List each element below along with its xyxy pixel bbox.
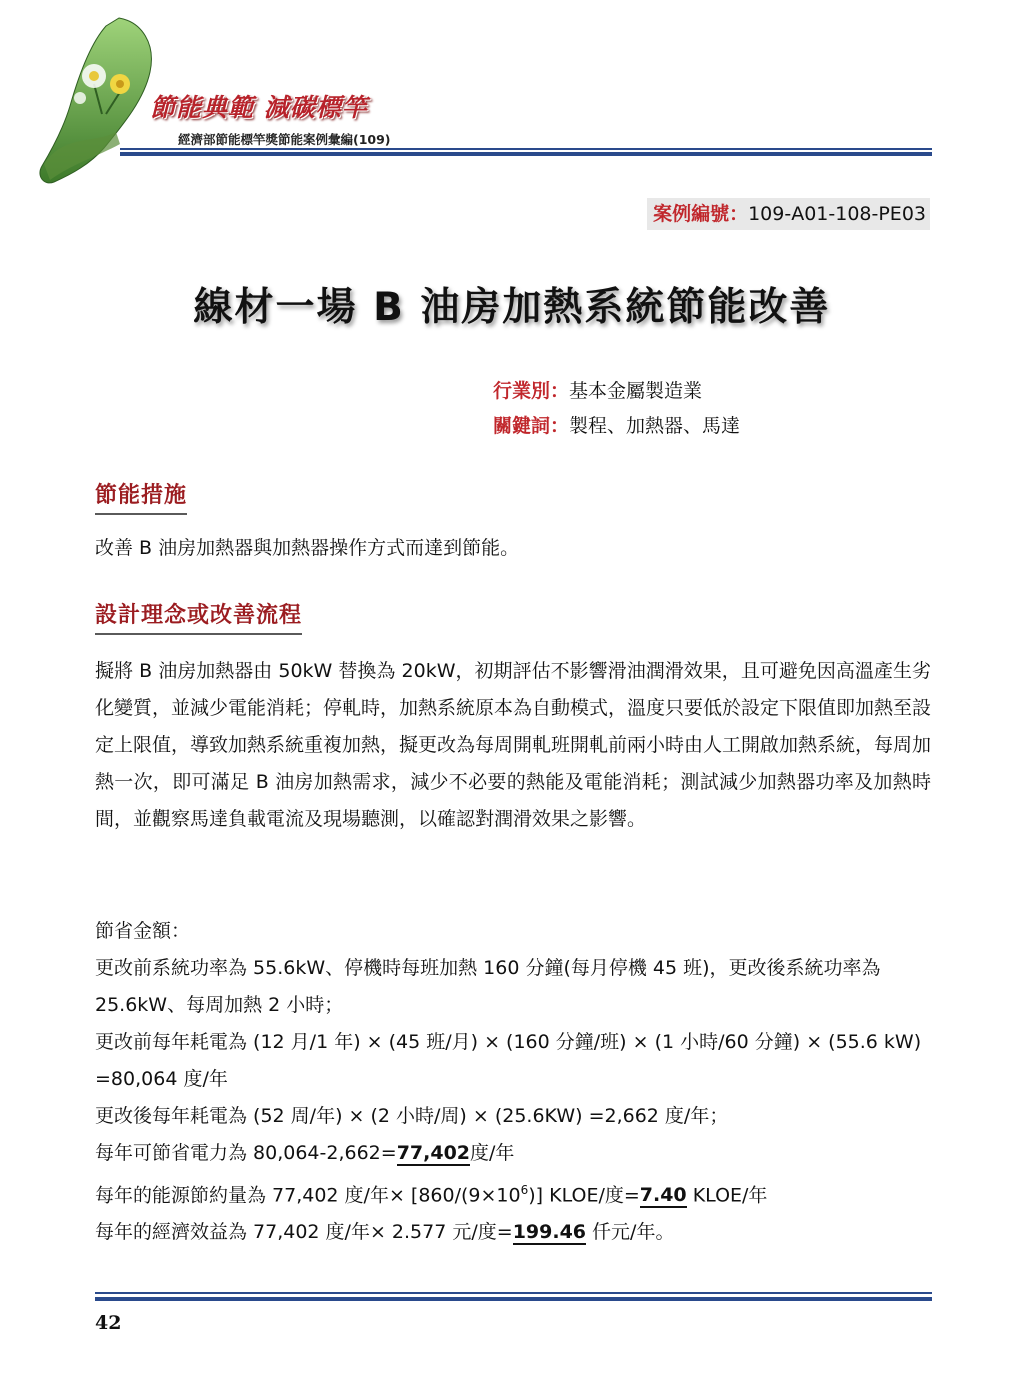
footer-rule-thick — [95, 1297, 932, 1301]
savings-line-4-text: 每年可節省電力為 80,064-2,662= — [95, 1142, 397, 1164]
savings-line-2: 更改前每年耗電為 (12 月/1 年) × (45 班/月) × (160 分鐘/班) × (1 小時/60 分鐘) × (55.6 kW) =80,064 度/年 — [95, 1031, 922, 1090]
savings-line-3: 更改後每年耗電為 (52 周/年) × (2 小時/周) × (25.6KW) =2,662 度/年； — [95, 1105, 729, 1127]
design-paragraph: 擬將 B 油房加熱器由 50kW 替換為 20kW，初期評估不影響滑油潤滑效果，且可避免因高溫產生劣化變質，並減少電能消耗；停軋時，加熱系統原本為自動模式，溫度只要低於設定下限值即加熱至設定上限值，導致加熱系統重複加熱，擬更改為每周開軋班開軋前兩小時由人工開啟加熱系統，每周加熱一次，即可滿足 B 油房加熱需求，減少不必要的熱能及電能消耗；測試減少加熱器功率及加熱時間，並觀察馬達負載電流及現場聽測，以確認對潤滑效果之影響。 — [95, 660, 932, 830]
savings-heading: 節省金額： — [95, 920, 191, 942]
brand-title: 節能典範 減碳標竿 — [150, 93, 368, 122]
savings-block — [95, 913, 931, 1251]
header-rule-thick — [120, 152, 932, 156]
electricity-saved-value: 77,402 — [396, 1142, 471, 1164]
savings-line-4 — [95, 1135, 931, 1172]
energy-saved-value: 7.40 — [639, 1184, 687, 1207]
case-number-value: 109-A01-108-PE03 — [748, 203, 926, 225]
page-title: 線材一場 B 油房加熱系統節能改善 — [193, 285, 831, 330]
savings-line-6-text: 每年的經濟效益為 77,402 度/年× 2.577 元/度= — [95, 1221, 513, 1244]
savings-line-5-unit: KLOE/年 — [686, 1184, 768, 1207]
savings-line-5-mid: )] KLOE/度= — [528, 1184, 640, 1207]
keywords-label: 關鍵詞： — [493, 415, 570, 437]
savings-line-5 — [95, 1172, 931, 1214]
industry-line — [493, 376, 702, 403]
footer-rule — [95, 1292, 932, 1294]
savings-line-6 — [95, 1214, 931, 1251]
industry-label: 行業別： — [493, 380, 570, 402]
exponent: 6 — [520, 1183, 529, 1197]
case-number-box — [647, 198, 930, 230]
case-number-label: 案例編號： — [653, 203, 749, 225]
industry-value: 基本金屬製造業 — [569, 380, 703, 402]
savings-line-6-unit: 仟元/年。 — [586, 1221, 675, 1244]
savings-line-1: 更改前系統功率為 55.6kW、停機時每班加熱 160 分鐘(每月停機 45 班)，更改後系統功率為 25.6kW、每周加熱 2 小時； — [95, 957, 881, 1016]
measures-paragraph: 改善 B 油房加熱器與加熱器操作方式而達到節能。 — [95, 537, 520, 559]
header-rule — [120, 148, 932, 150]
page-number: 42 — [95, 1312, 122, 1334]
savings-line-5-text: 每年的能源節約量為 77,402 度/年× [860/(9×10 — [95, 1184, 521, 1207]
keywords-value: 製程、加熱器、馬達 — [569, 415, 741, 437]
brand-subtitle: 經濟部節能標竿獎節能案例彙編(109) — [178, 132, 391, 147]
section-heading-measures: 節能措施 — [95, 478, 187, 515]
section-heading-design: 設計理念或改善流程 — [95, 598, 302, 635]
economic-benefit-value: 199.46 — [512, 1221, 587, 1244]
keywords-line — [493, 411, 740, 438]
savings-line-4-unit: 度/年 — [470, 1142, 515, 1164]
